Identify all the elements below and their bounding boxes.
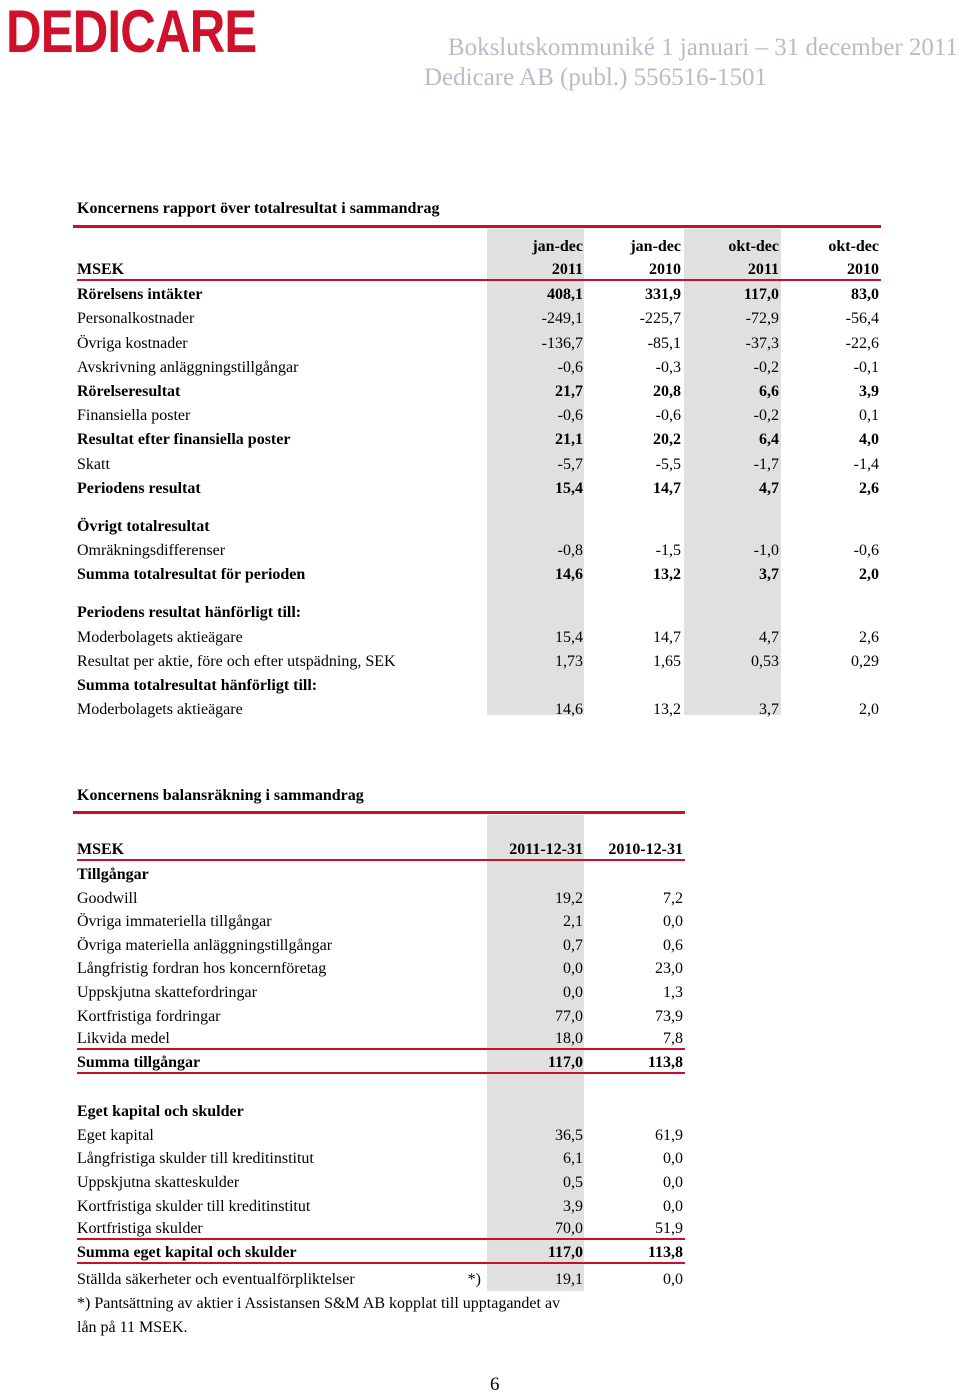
row-value: 19,1 [555, 1271, 583, 1289]
row-label: Resultat efter finansiella poster [77, 431, 291, 449]
row-value: -0,2 [753, 358, 779, 376]
row-label: Finansiella poster [77, 407, 191, 425]
row-value: 2,1 [563, 913, 583, 931]
row-mark [387, 1168, 487, 1192]
row-label [77, 498, 487, 512]
row-value: -0,6 [557, 358, 583, 376]
page-number: 6 [490, 1374, 500, 1395]
row-value [781, 512, 881, 536]
row-value [781, 671, 881, 695]
table-row [77, 622, 881, 646]
assets-heading-row [77, 860, 685, 884]
row-value: 0,6 [663, 936, 683, 954]
footnote-row [77, 1313, 685, 1337]
row-value [781, 498, 881, 512]
income-top-rule [73, 225, 881, 228]
header-blank [387, 838, 487, 860]
row-value: 2,6 [859, 479, 879, 497]
row-value: -0,6 [557, 407, 583, 425]
table-row [77, 978, 685, 1002]
column-year-header: 2010 [781, 256, 881, 280]
row-mark [387, 1216, 487, 1240]
row-value: 2,0 [859, 701, 879, 719]
row-value: 23,0 [655, 960, 683, 978]
company-line: Dedicare AB (publ.) 556516-1501 [424, 64, 767, 91]
row-value: 0,1 [859, 407, 879, 425]
row-label: Rörelsens intäkter [77, 286, 203, 304]
row-value: 2,0 [859, 566, 879, 584]
row-value: 117,0 [487, 1239, 585, 1263]
row-label: Summa totalresultat för perioden [77, 566, 306, 584]
row-value [683, 671, 781, 695]
row-value: 0,0 [563, 983, 583, 1001]
row-value: 6,4 [759, 431, 779, 449]
table-row [77, 425, 881, 449]
row-value: -1,4 [853, 455, 879, 473]
row-value: 117,0 [743, 286, 779, 304]
row-value: 117,0 [487, 1049, 585, 1073]
equity-total-row [77, 1239, 685, 1263]
table-row [77, 1145, 685, 1169]
column-period-header: jan-dec [532, 238, 583, 255]
row-value: 15,4 [555, 479, 583, 497]
row-label: Kortfristiga skulder [77, 1220, 203, 1238]
row-value: 36,5 [555, 1126, 583, 1144]
row-value: 4,0 [859, 431, 879, 449]
row-value [487, 512, 585, 536]
balance-header-row [77, 838, 685, 860]
row-value: 0,5 [563, 1173, 583, 1191]
row-mark [387, 931, 487, 955]
row-label: Personalkostnader [77, 310, 195, 328]
table-row [77, 1216, 685, 1240]
table-row [77, 695, 881, 719]
row-value [683, 584, 781, 598]
row-value: 0,0 [663, 1150, 683, 1168]
column-date-header: 2011-12-31 [487, 838, 585, 860]
row-label: Eget kapital [77, 1126, 154, 1144]
table-row [77, 536, 881, 560]
unit-label: MSEK [77, 838, 387, 860]
balance-table [77, 838, 685, 1337]
row-label: Ställda säkerheter och eventualförpliktelser [77, 1271, 355, 1289]
row-value: 7,2 [663, 889, 683, 907]
row-mark [387, 908, 487, 932]
row-mark [387, 1002, 487, 1026]
table-row [77, 449, 881, 473]
row-value: 0,0 [663, 913, 683, 931]
row-value [683, 498, 781, 512]
table-row [77, 1168, 685, 1192]
row-value: 73,9 [655, 1007, 683, 1025]
row-label: Likvida medel [77, 1030, 170, 1048]
row-value [585, 598, 683, 622]
row-value [781, 598, 881, 622]
row-value [585, 498, 683, 512]
row-value: 4,7 [759, 479, 779, 497]
spacer-row [77, 1073, 685, 1097]
row-value: 3,7 [759, 566, 779, 584]
row-value [585, 584, 683, 598]
row-mark [387, 1192, 487, 1216]
column-period-header: okt-dec [728, 238, 779, 255]
row-label: Moderbolagets aktieägare [77, 701, 243, 719]
row-value: -1,0 [753, 542, 779, 560]
report-title: Bokslutskommuniké 1 januari – 31 december 2011 [447, 34, 958, 61]
spacer-row [77, 584, 881, 598]
assets-heading: Tillgångar [77, 866, 149, 883]
row-value [683, 512, 781, 536]
company-logo: DEDICARE [6, 0, 257, 65]
footnote-line-2: lån på 11 MSEK. [77, 1319, 188, 1337]
row-value: 6,6 [759, 382, 779, 400]
row-value: 77,0 [555, 1007, 583, 1025]
pledged-row [77, 1263, 685, 1289]
table-row [77, 512, 881, 536]
row-value: -249,1 [541, 310, 583, 328]
row-label: Långfristiga skulder till kreditinstitut [77, 1150, 314, 1168]
row-value: -5,7 [557, 455, 583, 473]
row-label: Periodens resultat hänförligt till: [77, 604, 302, 622]
row-value: 0,0 [663, 1197, 683, 1215]
row-value: 13,2 [653, 701, 681, 719]
row-label: Avskrivning anläggningstillgångar [77, 358, 299, 376]
row-value: 1,3 [663, 983, 683, 1001]
row-value: -22,6 [845, 334, 879, 352]
row-value: 2,6 [859, 628, 879, 646]
row-mark [387, 1239, 487, 1263]
row-value: 0,7 [563, 936, 583, 954]
row-value: -0,6 [853, 542, 879, 560]
row-value [487, 498, 585, 512]
row-label: Periodens resultat [77, 479, 201, 497]
row-value: 6,1 [563, 1150, 583, 1168]
row-value: 4,7 [759, 628, 779, 646]
row-value: 1,73 [555, 652, 583, 670]
row-value: 19,2 [555, 889, 583, 907]
equity-heading: Eget kapital och skulder [77, 1103, 244, 1121]
equity-heading-row [77, 1097, 685, 1121]
row-label: Resultat per aktie, före och efter utspädning, SEK [77, 652, 396, 670]
row-value [683, 598, 781, 622]
row-value: 0,0 [663, 1173, 683, 1191]
row-value: -0,6 [655, 407, 681, 425]
row-value [487, 598, 585, 622]
row-value: -56,4 [845, 310, 879, 328]
income-table [77, 232, 881, 719]
row-value: 0,0 [663, 1271, 683, 1289]
spacer-row [77, 498, 881, 512]
row-value: -85,1 [647, 334, 681, 352]
row-value [487, 584, 585, 598]
row-value: -37,3 [745, 334, 779, 352]
table-row [77, 1002, 685, 1026]
row-mark [387, 1121, 487, 1145]
table-row [77, 1192, 685, 1216]
table-row [77, 908, 685, 932]
row-value: 14,6 [555, 566, 583, 584]
footnote-line-1: *) Pantsättning av aktier i Assistansen S&M AB kopplat till upptagandet av [77, 1295, 561, 1313]
row-label: Rörelseresultat [77, 382, 181, 400]
row-value: -5,5 [655, 455, 681, 473]
row-value: -136,7 [541, 334, 583, 352]
row-label: Skatt [77, 455, 110, 473]
row-value: 113,8 [585, 1049, 685, 1073]
row-mark: *) [467, 1271, 481, 1289]
row-value: 15,4 [555, 628, 583, 646]
row-value: 14,6 [555, 701, 583, 719]
row-value: 7,8 [663, 1030, 683, 1048]
row-value [487, 671, 585, 695]
row-value: 113,8 [585, 1239, 685, 1263]
row-label: Övrigt totalresultat [77, 517, 210, 535]
row-mark [387, 1026, 487, 1050]
column-year-header: 2011 [487, 256, 585, 280]
row-mark [387, 978, 487, 1002]
row-value: -72,9 [745, 310, 779, 328]
row-label: Summa eget kapital och skulder [77, 1239, 387, 1263]
row-label: Summa totalresultat hänförligt till: [77, 677, 318, 694]
column-year-header: 2011 [683, 256, 781, 280]
income-header-row-2 [77, 256, 881, 280]
table-row [77, 1026, 685, 1050]
row-value: 70,0 [555, 1220, 583, 1238]
table-row [77, 353, 881, 377]
table-row [77, 474, 881, 498]
row-value: 0,29 [851, 652, 879, 670]
row-value: 0,53 [751, 652, 779, 670]
row-label: Moderbolagets aktieägare [77, 628, 243, 646]
row-value: 331,9 [645, 286, 681, 304]
row-value: -0,8 [557, 542, 583, 560]
row-value: 51,9 [655, 1220, 683, 1238]
income-title: Koncernens rapport över totalresultat i sammandrag [77, 200, 440, 217]
row-value: 408,1 [547, 286, 583, 304]
spacer [77, 1073, 685, 1097]
row-label: Kortfristiga fordringar [77, 1007, 221, 1025]
table-row [77, 401, 881, 425]
column-year-header: 2010 [585, 256, 683, 280]
table-row [77, 647, 881, 671]
row-value: -0,1 [853, 358, 879, 376]
income-header-row-1 [77, 232, 881, 256]
table-row [77, 671, 881, 695]
row-value: 13,2 [653, 566, 681, 584]
table-row [77, 560, 881, 584]
row-value: 1,65 [653, 652, 681, 670]
row-label: Övriga immateriella tillgångar [77, 913, 272, 931]
assets-total-row [77, 1049, 685, 1073]
row-value: 21,1 [555, 431, 583, 449]
row-value: 3,9 [859, 382, 879, 400]
table-row [77, 1121, 685, 1145]
unit-label: MSEK [77, 256, 487, 280]
table-row [77, 304, 881, 328]
row-value: -0,2 [753, 407, 779, 425]
table-row [77, 955, 685, 979]
row-value [585, 512, 683, 536]
table-row [77, 884, 685, 908]
column-period-header: okt-dec [828, 238, 879, 255]
table-row [77, 328, 881, 352]
row-value: 20,8 [653, 382, 681, 400]
row-label: Omräkningsdifferenser [77, 542, 226, 560]
row-value [781, 584, 881, 598]
column-period-header: jan-dec [630, 238, 681, 255]
row-value: -0,3 [655, 358, 681, 376]
row-value: 14,7 [653, 479, 681, 497]
row-value: 20,2 [653, 431, 681, 449]
table-row [77, 377, 881, 401]
table-row [77, 280, 881, 304]
row-value: -1,5 [655, 542, 681, 560]
row-value [585, 671, 683, 695]
row-value: 14,7 [653, 628, 681, 646]
row-mark [387, 1145, 487, 1169]
row-value: -225,7 [639, 310, 681, 328]
row-label: Kortfristiga skulder till kreditinstitut [77, 1197, 311, 1215]
row-label: Långfristig fordran hos koncernföretag [77, 960, 327, 978]
row-label: Uppskjutna skatteskulder [77, 1173, 240, 1191]
footnote-row [77, 1289, 685, 1313]
row-mark [387, 955, 487, 979]
row-value: 0,0 [563, 960, 583, 978]
header-blank [77, 232, 487, 256]
row-label: Övriga materiella anläggningstillgångar [77, 936, 333, 954]
balance-top-rule [73, 811, 685, 814]
row-label: Summa tillgångar [77, 1049, 387, 1073]
row-label [77, 584, 487, 598]
row-value: 3,7 [759, 701, 779, 719]
row-value: -1,7 [753, 455, 779, 473]
row-mark [387, 1049, 487, 1073]
row-value: 18,0 [555, 1030, 583, 1048]
row-value: 61,9 [655, 1126, 683, 1144]
row-label: Goodwill [77, 889, 138, 907]
column-date-header: 2010-12-31 [585, 838, 685, 860]
row-value: 21,7 [555, 382, 583, 400]
balance-title: Koncernens balansräkning i sammandrag [77, 787, 364, 804]
table-row [77, 931, 685, 955]
row-value: 3,9 [563, 1197, 583, 1215]
row-label: Övriga kostnader [77, 334, 188, 352]
row-value: 83,0 [851, 286, 879, 304]
table-row [77, 598, 881, 622]
row-label: Uppskjutna skattefordringar [77, 983, 257, 1001]
row-mark [387, 884, 487, 908]
